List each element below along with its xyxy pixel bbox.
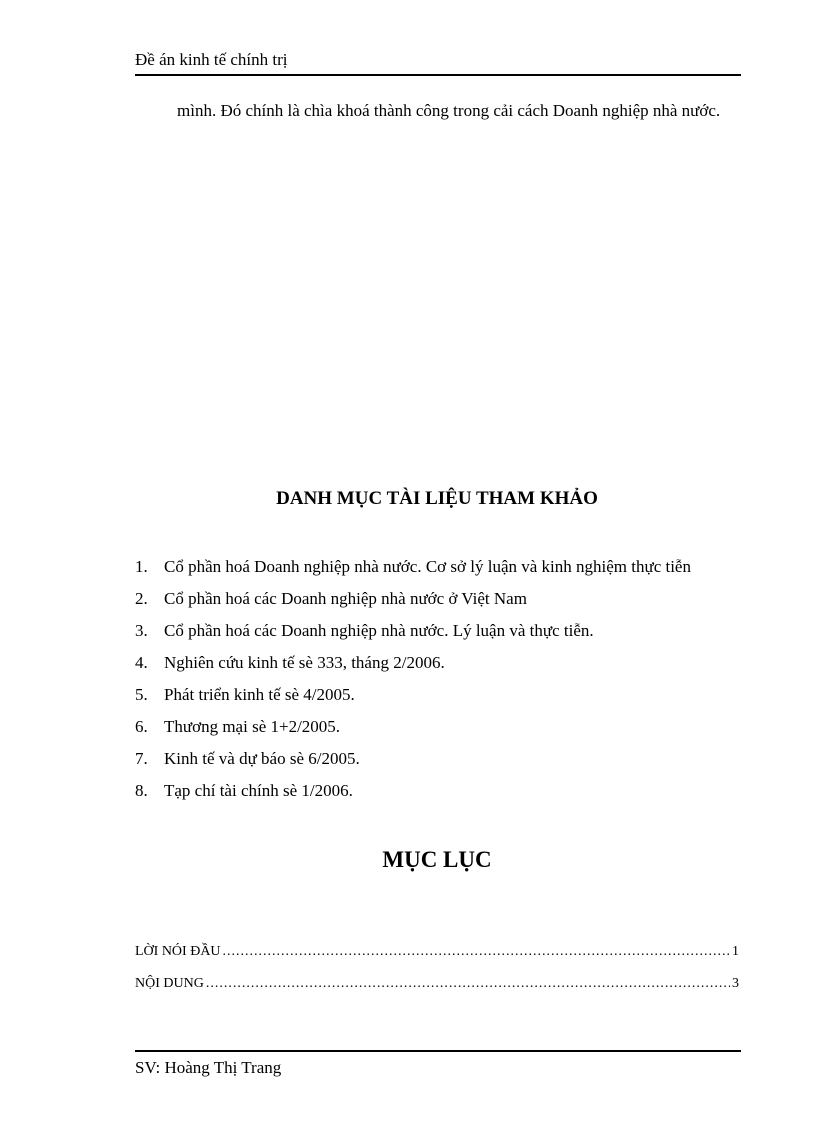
page-footer bbox=[135, 1050, 741, 1080]
reference-item bbox=[135, 775, 739, 806]
reference-number: 8. bbox=[135, 781, 148, 800]
reference-number: 1. bbox=[135, 557, 148, 576]
references-title: DANH MỤC TÀI LIỆU THAM KHẢO bbox=[276, 488, 598, 509]
reference-item bbox=[135, 551, 739, 582]
toc-title: MỤC LỤC bbox=[382, 847, 492, 872]
footer-author: SV: Hoàng Thị Trang bbox=[135, 1058, 282, 1077]
reference-number: 4. bbox=[135, 653, 148, 672]
reference-number: 2. bbox=[135, 589, 148, 608]
header-title: Đề án kinh tế chính trị bbox=[135, 50, 288, 69]
toc-entry-loi-noi-dau[interactable] bbox=[135, 928, 739, 960]
reference-text: Phát triển kinh tế sè 4/2005. bbox=[164, 685, 355, 704]
reference-number: 3. bbox=[135, 621, 148, 640]
body-paragraph bbox=[135, 94, 739, 127]
reference-text: Tạp chí tài chính sè 1/2006. bbox=[164, 781, 353, 800]
toc-entry-page: 1 bbox=[732, 944, 739, 959]
reference-text: Cổ phần hoá Doanh nghiệp nhà nước. Cơ sở lý luận và kinh nghiệm thực tiễn bbox=[164, 557, 691, 576]
reference-item bbox=[135, 615, 739, 646]
reference-text: Nghiên cứu kinh tế sè 333, tháng 2/2006. bbox=[164, 653, 445, 672]
reference-item bbox=[135, 743, 739, 774]
reference-text: Cổ phần hoá các Doanh nghiệp nhà nước ở Việt Nam bbox=[164, 589, 527, 608]
reference-number: 6. bbox=[135, 717, 148, 736]
reference-item bbox=[135, 583, 739, 614]
page-header bbox=[135, 48, 741, 76]
reference-text: Thương mại sè 1+2/2005. bbox=[164, 717, 341, 736]
reference-item bbox=[135, 679, 739, 710]
toc-entry-label: NỘI DUNG bbox=[135, 976, 204, 991]
toc-entry-noi-dung[interactable] bbox=[135, 960, 739, 992]
reference-item bbox=[135, 647, 739, 678]
references-list bbox=[135, 551, 739, 807]
toc-entry-label: LỜI NÓI ĐẦU bbox=[135, 944, 221, 959]
reference-number: 5. bbox=[135, 685, 148, 704]
toc-dot-leader bbox=[223, 944, 730, 960]
reference-text: Kinh tế và dự báo sè 6/2005. bbox=[164, 749, 360, 768]
paragraph-text: mình. Đó chính là chìa khoá thành công trong cải cách Doanh nghiệp nhà nước. bbox=[177, 101, 721, 120]
reference-item bbox=[135, 711, 739, 742]
toc-dot-leader bbox=[206, 976, 730, 992]
toc-entry-page: 3 bbox=[732, 976, 739, 991]
reference-text: Cổ phần hoá các Doanh nghiệp nhà nước. Lý luận và thực tiễn. bbox=[164, 621, 594, 640]
table-of-contents bbox=[135, 928, 739, 992]
reference-number: 7. bbox=[135, 749, 148, 768]
